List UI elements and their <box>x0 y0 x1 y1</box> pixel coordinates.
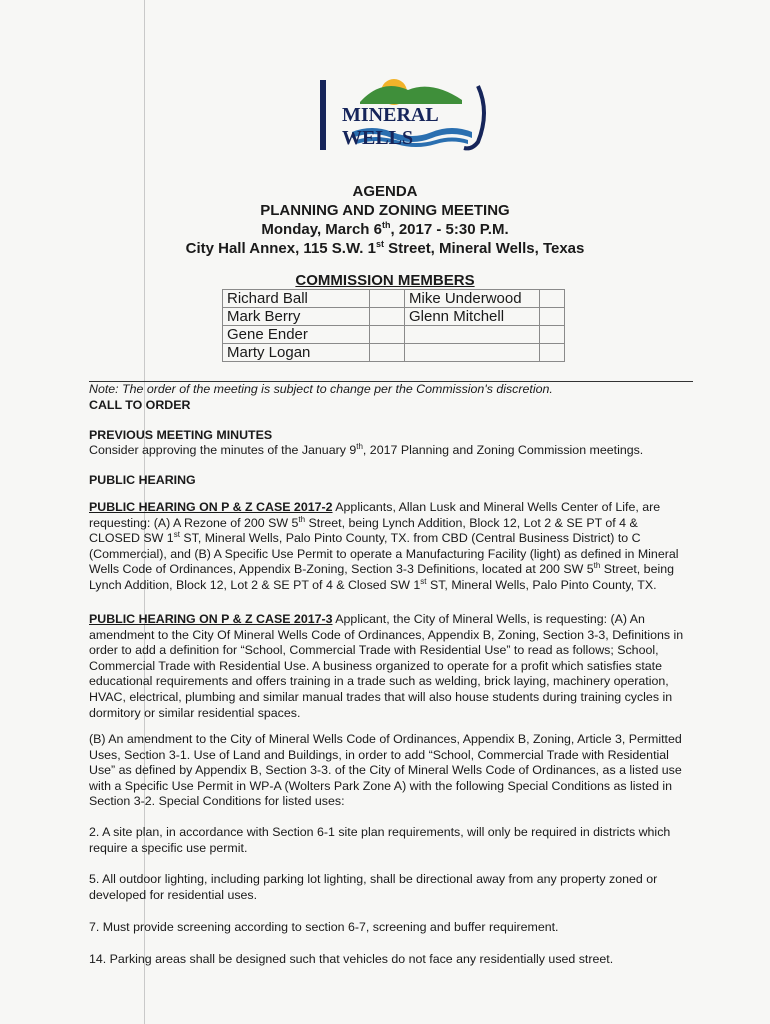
empty-cell <box>540 290 565 308</box>
agenda-header <box>0 182 770 258</box>
meeting-name: PLANNING AND ZONING MEETING <box>260 202 510 219</box>
empty-cell <box>540 326 565 344</box>
empty-cell <box>370 308 405 326</box>
member-name <box>405 344 540 362</box>
special-condition-5: 5. All outdoor lighting, including parking lot lighting, shall be directional away from any property zoned or developed for residential uses. <box>89 872 658 902</box>
logo-wordmark: MINERAL WELLS <box>342 104 438 149</box>
case-2017-2-paragraph: PUBLIC HEARING ON P & Z CASE 2017-2 Applicants, Allan Lusk and Mineral Wells Center of Life, are requesting: (A) A Rezone of 200 SW 5th Street, being Lynch Addition, Block 12, Lot 2 & SE PT of 4 & CLOSED SW 1st ST, Mineral Wells, Palo Pinto County, TX. from CBD (Central Business District) to C (Commercial), and (B) A Specific Use Permit to operate a Manufacturing Facility (light) as defined in Mineral Wells Code of Ordinances, Appendix B-Zoning, Section 3-3 Definitions, located at 200 SW 5th Street, being Lynch Addition, Block 12, Lot 2 & SE PT of 4 & Closed SW 1st ST, Mineral Wells, Palo Pinto County, TX. <box>89 500 679 592</box>
previous-minutes-heading: PREVIOUS MEETING MINUTES <box>89 428 273 442</box>
table-row <box>223 290 565 308</box>
empty-cell <box>370 290 405 308</box>
empty-cell <box>370 344 405 362</box>
special-condition-2: 2. A site plan, in accordance with Section 6-1 site plan requirements, will only be required in districts which require a specific use permit. <box>89 825 671 855</box>
commission-members-heading: COMMISSION MEMBERS <box>295 272 475 289</box>
table-row <box>223 308 565 326</box>
member-name: Mark Berry <box>223 308 370 326</box>
empty-cell <box>540 344 565 362</box>
member-name: Mike Underwood <box>405 290 540 308</box>
member-name: Marty Logan <box>223 344 370 362</box>
member-name: Gene Ender <box>223 326 370 344</box>
case-2017-3-paragraph: PUBLIC HEARING ON P & Z CASE 2017-3 Applicant, the City of Mineral Wells, is requesting: (A) An amendment to the City Of Mineral Wells Code of Ordinances, Appendix B, Zoning, Section 3-3, Definitions in order to add a definition for “School, Commercial Trade with Residential Use” to read as follows; School, Commercial Trade with Residential Use. A business organized to operate for a profit which satisfies state educational requirements and offers training in a trade such as welding, brick laying, machinery operation, HVAC, electrical, plumbing and similar manual trades that will also house students during training cycles in dormitory or similar residential spaces. <box>89 612 684 720</box>
case-2017-3-title: PUBLIC HEARING ON P & Z CASE 2017-3 <box>89 612 333 626</box>
previous-minutes-text: Consider approving the minutes of the January 9th, 2017 Planning and Zoning Commission meetings. <box>89 441 644 457</box>
empty-cell <box>540 308 565 326</box>
commission-members-table <box>222 289 565 362</box>
agenda-title: AGENDA <box>352 183 418 200</box>
table-row <box>223 344 565 362</box>
mineral-wells-logo <box>312 72 492 154</box>
table-row <box>223 326 565 344</box>
meeting-location: City Hall Annex, 115 S.W. 1st Street, Mineral Wells, Texas <box>185 239 585 257</box>
case-2017-3-part-b: (B) An amendment to the City of Mineral Wells Code of Ordinances, Appendix B, Zoning, Article 3, Permitted Uses, Section 3-1. Use of Land and Buildings, in order to add “School, Commercial Trade with Residential Use” as defined by Appendix B, Section 3-3. of the City of Mineral Wells Code of Ordinances, as a listed use with a Specific Use Permit in WP-A (Wolters Park Zone A) with the following Special Conditions as listed in Section 3-2. Special Conditions for listed uses: <box>89 732 682 809</box>
member-name: Richard Ball <box>223 290 370 308</box>
order-note: Note: The order of the meeting is subject to change per the Commission's discretion. <box>89 382 553 396</box>
case-2017-2-title: PUBLIC HEARING ON P & Z CASE 2017-2 <box>89 500 333 514</box>
member-name: Glenn Mitchell <box>405 308 540 326</box>
special-condition-7: 7. Must provide screening according to section 6-7, screening and buffer requirement. <box>89 920 559 934</box>
call-to-order-heading: CALL TO ORDER <box>89 398 191 412</box>
public-hearing-heading: PUBLIC HEARING <box>89 473 196 487</box>
member-name <box>405 326 540 344</box>
meeting-date: Monday, March 6th, 2017 - 5:30 P.M. <box>261 220 509 238</box>
special-condition-14: 14. Parking areas shall be designed such that vehicles do not face any residentially used street. <box>89 952 614 966</box>
empty-cell <box>370 326 405 344</box>
